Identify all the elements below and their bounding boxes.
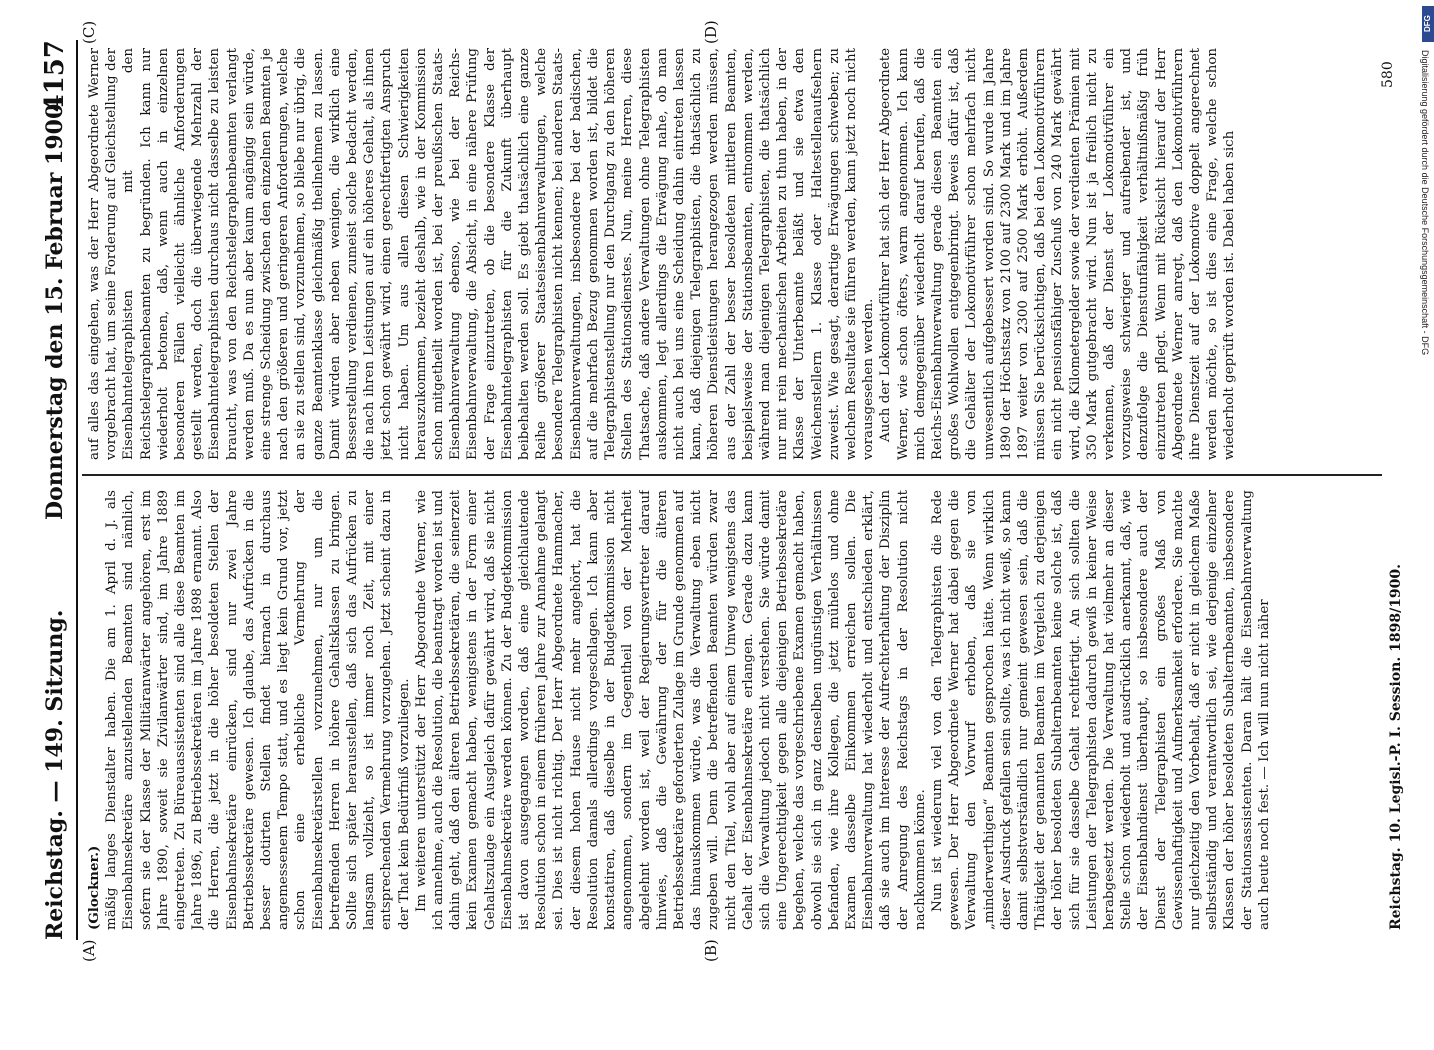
header-date: Donnerstag den 15. Februar 1900.: [42, 96, 68, 520]
speaker-name: (Glockner.): [86, 845, 102, 930]
margin-marker-a: (A): [80, 939, 98, 962]
paragraph: Nun ist wiederum viel von den Telegraphisten die Rede gewesen. Der Herr Abgeordnete Werner hat dabei gegen die Verwaltung den Vorwurf erhoben, daß sie von „minderwerthigen“ Beamten gesprochen hätte. Wenn wirklich dieser Ausdruck gefallen sein sollte, was ich nicht weiß, so kann damit selbstverständlich nur gemeint gewesen sein, daß die Thätigkeit der genannten Beamten im Vergleich zu derjenigen der höher besoldeten Subalternbeamten keine solche ist, daß sich für sie dasselbe Gehalt rechtfertigt. An sich sollten die Leistungen der Telegraphisten dadurch gewiß in keiner Weise herabgesetzt werden. Die Verwaltung hat vielmehr an dieser Stelle schon wiederholt und ausdrücklich anerkannt, daß, wie der Eisenbahndienst überhaupt, so insbesondere auch der Dienst der Telegraphisten ein großes Maß von Gewissenhaftigkeit und Aufmerksamkeit erfordere. Sie machte nur gleichzeitig den Vorbehalt, daß er nicht in gleichem Maße selbstständig und verantwortlich sei, wie derjenige einzelner Klassen der höher besoldeten Subalternbeamten, insbesondere der Stationsassistenten. Daran hält die Eisenbahnverwaltung auch heute noch fest. — Ich will nun nicht näher: [929, 490, 1272, 930]
footer-page-number: 580: [1380, 61, 1396, 88]
dfg-logo: DFG: [1422, 6, 1434, 42]
header-session: Reichstag. — 149. Sitzung.: [42, 609, 68, 940]
column-divider: [82, 474, 1382, 476]
footer-session-note: Reichstag. 10. Legisl.-P. I. Session. 1898/1900.: [1388, 563, 1404, 930]
paragraph: Auch der Lokomotivführer hat sich der Herr Abgeordnete Werner, wie schon öfters, warm angenommen. Ich kann mich demgegenüber wiederholt darauf berufen, daß die Reichs-Eisenbahnverwaltung gerade diesen Beamten ein großes Wohlwollen entgegenbringt. Beweis dafür ist, daß die Gehälter der Lokomotivführer schon mehrfach nicht unwesentlich aufgebessert worden sind. So wurde im Jahre 1890 der Höchstsatz von 2100 auf 2300 Mark und im Jahre 1897 weiter von 2300 auf 2500 Mark erhöht. Außerdem müssen Sie berücksichtigen, daß bei den Lokomotivführern ein nicht pensionsfähiger Zuschuß von 240 Mark gewährt wird, die Kilometergelder sowie der verdienten Prämien mit 350 Mark gutgebracht wird. Nun ist ja freilich nicht zu verkennen, daß der Dienst der Lokomotivführer ein vorzugsweise schwieriger und aufreibender ist, und denzufolge die Dienstunfähigkeit verhältnißmäßig früh einzutreten pflegt. Wenn mit Rücksicht hierauf der Herr Abgeordnete Werner anregt, daß den Lokomotivführern ihre Dienstzeit auf der Lokomotive doppelt angerechnet werden möchte, so ist dies eine Frage, welche schon wiederholt geprüft worden ist. Dabei haben sich: [878, 48, 1238, 460]
header-page-number: 4157: [40, 40, 70, 113]
paragraph: auf alles das eingehen, was der Herr Abgeordnete Werner vorgebracht hat, um seine Forderung auf Gleichstellung der Eisenbahntelegraphisten mit den Reichstelegraphenbeamten zu begründen. Ich kann nur wiederholt betonen, daß, wenn auch in einzelnen besonderen Fällen vielleicht ähnliche Anforderungen gestellt werden, doch die überwiegende Mehrzahl der Eisenbahntelegraphisten durchaus nicht dasselbe zu leisten braucht, was von den Reichstelegraphenbeamten verlangt werden muß. Da es nun aber kaum angängig sein würde, eine strenge Scheidung zwischen den einzelnen Beamten je nach den größeren und geringeren Anforderungen, welche an sie zu stellen sind, vorzunehmen, so bliebe nur übrig, die ganze Beamtenklasse gleichmäßig theilnehmen zu lassen. Damit würden aber neben wenigen, die wirklich eine Besserstellung verdienen, zumeist solche bedacht werden, die nach ihren Leistungen auf ein höheres Gehalt, als ihnen jetzt schon gewährt wird, einen gerechtfertigten Anspruch nicht haben. Um aus allen diesen Schwierigkeiten herauszukommen, bezieht deshalb, wie in der Kommission schon mitgetheilt worden ist, bei der preußischen Staats-Eisenbahnverwaltung ebenso, wie bei der Reichs-Eisenbahnverwaltung, die Absicht, in eine nähere Prüfung der Frage einzutreten, ob die besondere Klasse der Eisenbahntelegraphisten für die Zukunft überhaupt beibehalten werden soll. Es giebt thatsächlich eine ganze Reihe größerer Staatseisenbahnverwaltungen, welche besondere Telegraphisten nicht kennen; bei anderen Staats-Eisenbahnverwaltungen, insbesondere bei der badischen, auf die mehrfach Bezug genommen worden ist, bildet die Telegraphistenstellung nur den Durchgang zu den höheren Stellen des Stationsdienstes. Nun, meine Herren, diese Thatsache, daß andere Verwaltungen ohne Telegraphisten auskommen, legt allerdings die Erwägung nahe, ob man nicht auch bei uns eine Scheidung dahin eintreten lassen kann, daß diejenigen Telegraphisten, die thatsächlich zu höheren Dienstleistungen herangezogen werden müssen, aus der Zahl der besser besoldeten mittleren Beamten, beispielsweise der Stationsbeamten, entnommen werden, während man diejenigen Telegraphisten, die thatsächlich nur mit rein mechanischen Arbeiten zu thun haben, in der Klasse der Unterbeamte beläßt und sie etwa den Weichenstellern 1. Klasse oder Haltestellenaufsehern zuweist. Wie gesagt, derartige Erwägungen schweben; zu welchem Resultate sie führen werden, kann jetzt noch nicht vorausgesehen werden.: [87, 48, 877, 460]
paragraph: Im weiteren unterstützt der Herr Abgeordnete Werner, wie ich annehme, auch die Resolution, die beantragt worden ist und dahin geht, daß den älteren Betriebssekretären, die seinerzeit kein Examen gemacht haben, wenigstens in der Form einer Gehaltszulage ein Ausgleich dafür gewährt wird, daß sie nicht Eisenbahnsekretäre werden können. Zu der Budgetkommission ist davon ausgegangen worden, daß eine gleichlautende Resolution schon in einem früheren Jahre zur Annahme gelangt sei. Dies ist nicht richtig. Der Herr Abgeordnete Hammacher, der diesem hohen Hause nicht mehr angehört, hat die Resolution damals allerdings vorgeschlagen. Ich kann aber konstatiren, daß dieselbe in der Budgetkommission nicht angenommen, sondern im Gegentheil von der Mehrheit abgelehnt worden ist, weil der Regierungsvertreter darauf hinwies, daß die Gewährung der für die älteren Betriebssekretäre geforderten Zulage im Grunde genommen auf das hinauskommen würde, was die Verwaltung eben nicht zugeben will. Denn die betreffenden Beamten würden zwar nicht den Titel, wohl aber auf einem Umweg wenigstens das Gehalt der Eisenbahnsekretäre erlangen. Gerade dazu kann sich die Verwaltung jedoch nicht verstehen. Sie würde damit eine Ungerechtigkeit gegen alle diejenigen Betriebssekretäre begehen, welche das vorgeschriebene Examen gemacht haben, obwohl sie sich in ganz denselben ungünstigen Verhältnissen befanden, wie ihre Kollegen, die jetzt mühelos und ohne Examen dasselbe Einkommen erreichen sollen. Die Eisenbahnverwaltung hat wiederholt und entschieden erklärt, daß sie auch im Interesse der Aufrechterhaltung der Disziplin der Anregung des Reichstags in der Resolution nicht nachkommen könne.: [413, 490, 928, 930]
left-column: [86, 490, 1381, 930]
right-column: [86, 48, 1346, 460]
margin-marker-c: (C): [80, 20, 98, 44]
page-header: [36, 40, 78, 940]
margin-marker-b: (B): [702, 939, 720, 962]
margin-marker-d: (D): [702, 20, 720, 44]
paragraph: mäßig langes Dienstalter haben. Die am 1. April d. J. als Eisenbahnsekretäre anzustellenden Beamten sind nämlich, sofern sie der Klasse der Militäranwärter angehören, erst im Jahre 1890, soweit sie Zivilanwärter sind, im Jahre 1889 eingetreten. Zu Büreauassistenten sind alle diese Beamten im Jahre 1896, zu Betriebssekretären im Jahre 1898 ernannt. Also die Herren, die jetzt in die höher besoldeten Stellen der Eisenbahnsekretäre einrücken, sind nur zwei Jahre Betriebssekretäre gewesen. Ich glaube, das Aufrücken in die besser dotirten Stellen findet hiernach in durchaus angemessenem Tempo statt, und es liegt kein Grund vor, jetzt schon eine erhebliche Vermehrung der Eisenbahnsekretärstellen vorzunehmen, nur um die betreffenden Herren in höhere Gehaltsklassen zu bringen. Sollte sich später herausstellen, daß sich das Aufrücken zu langsam vollzieht, so ist immer noch Zeit, mit einer entsprechenden Vermehrung vorzugehen. Jetzt scheint dazu in der That kein Bedürfniß vorzuliegen.: [104, 490, 412, 930]
digitization-credit: [1414, 0, 1434, 1000]
digitization-credit-text: Digitalisierung gefördert durch die Deutsche Forschungsgemeinschaft - DFG: [1420, 50, 1430, 356]
